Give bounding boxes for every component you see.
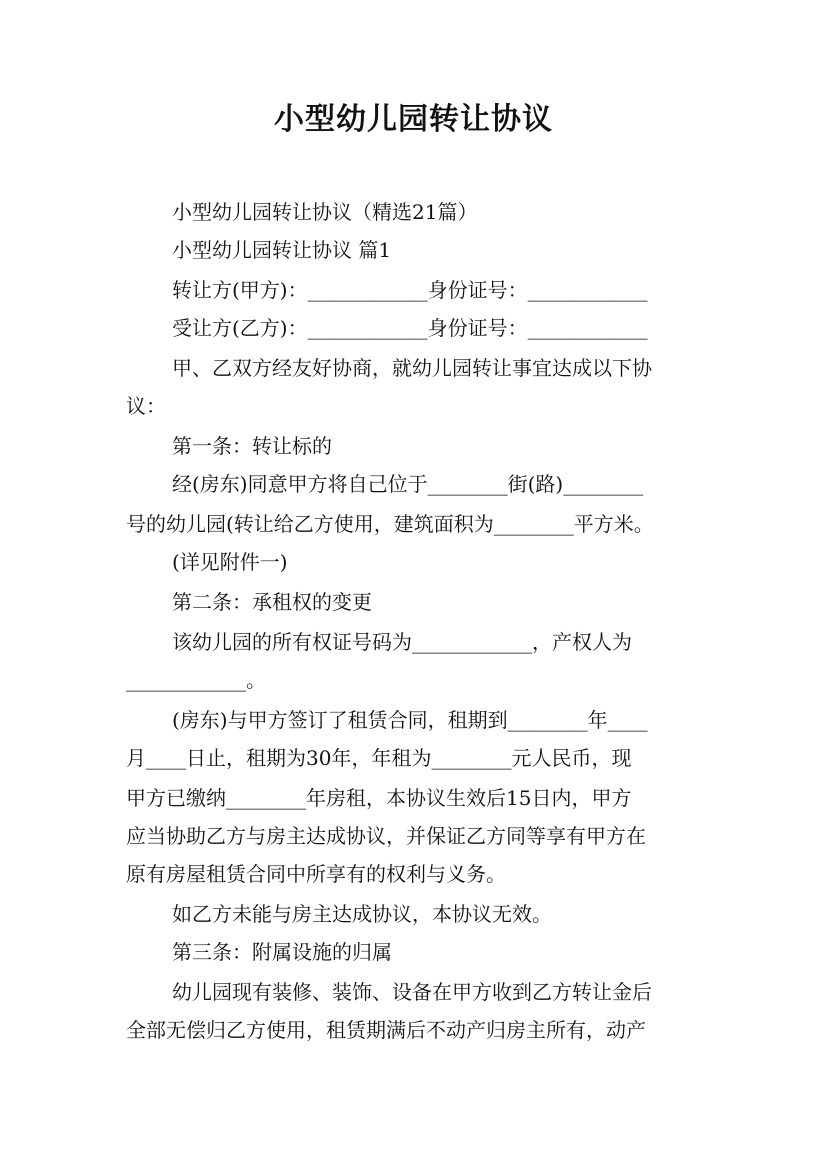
paragraph-line: 该幼儿园的所有权证号码为____________，产权人为 (172, 630, 632, 654)
paragraph-line: ____________。 (126, 668, 266, 692)
paragraph-line: 原有房屋租赁合同中所享有的权利与义务。 (126, 862, 506, 886)
paragraph-line: 全部无偿归乙方使用，租赁期满后不动产归房主所有，动产 (126, 1018, 646, 1042)
document-title: 小型幼儿园转让协议 (274, 102, 553, 137)
paragraph-line: 甲、乙双方经友好协商，就幼儿园转让事宜达成以下协 (172, 356, 652, 380)
article-heading: 第三条：附属设施的归属 (172, 940, 392, 964)
paragraph-line: 甲方已缴纳________年房租，本协议生效后15日内，甲方 (126, 786, 632, 810)
paragraph-line: (房东)与甲方签订了租赁合同，租期到________年____ (172, 708, 648, 732)
paragraph-line: 幼儿园现有装修、装饰、设备在甲方收到乙方转让金后 (172, 980, 652, 1004)
paragraph-line: 经(房东)同意甲方将自己位于________街(路)________ (172, 472, 644, 496)
party-b-line: 受让方(乙方)：____________身份证号：____________ (172, 316, 648, 340)
paragraph-line: 议： (126, 394, 166, 418)
paragraph-line: 应当协助乙方与房主达成协议，并保证乙方同等享有甲方在 (126, 824, 646, 848)
party-a-line: 转让方(甲方)：____________身份证号：____________ (172, 278, 648, 302)
article-heading: 第一条：转让标的 (172, 434, 332, 458)
subtitle-line: 小型幼儿园转让协议（精选21篇） (172, 200, 478, 224)
section-heading: 小型幼儿园转让协议 篇1 (172, 238, 392, 262)
paragraph-line: 月____日止，租期为30年，年租为________元人民币，现 (126, 746, 632, 770)
paragraph-line: 如乙方未能与房主达成协议，本协议无效。 (172, 902, 552, 926)
paragraph-line: (详见附件一) (172, 550, 288, 574)
paragraph-line: 号的幼儿园(转让给乙方使用，建筑面积为________平方米。 (126, 512, 654, 536)
article-heading: 第二条：承租权的变更 (172, 590, 372, 614)
